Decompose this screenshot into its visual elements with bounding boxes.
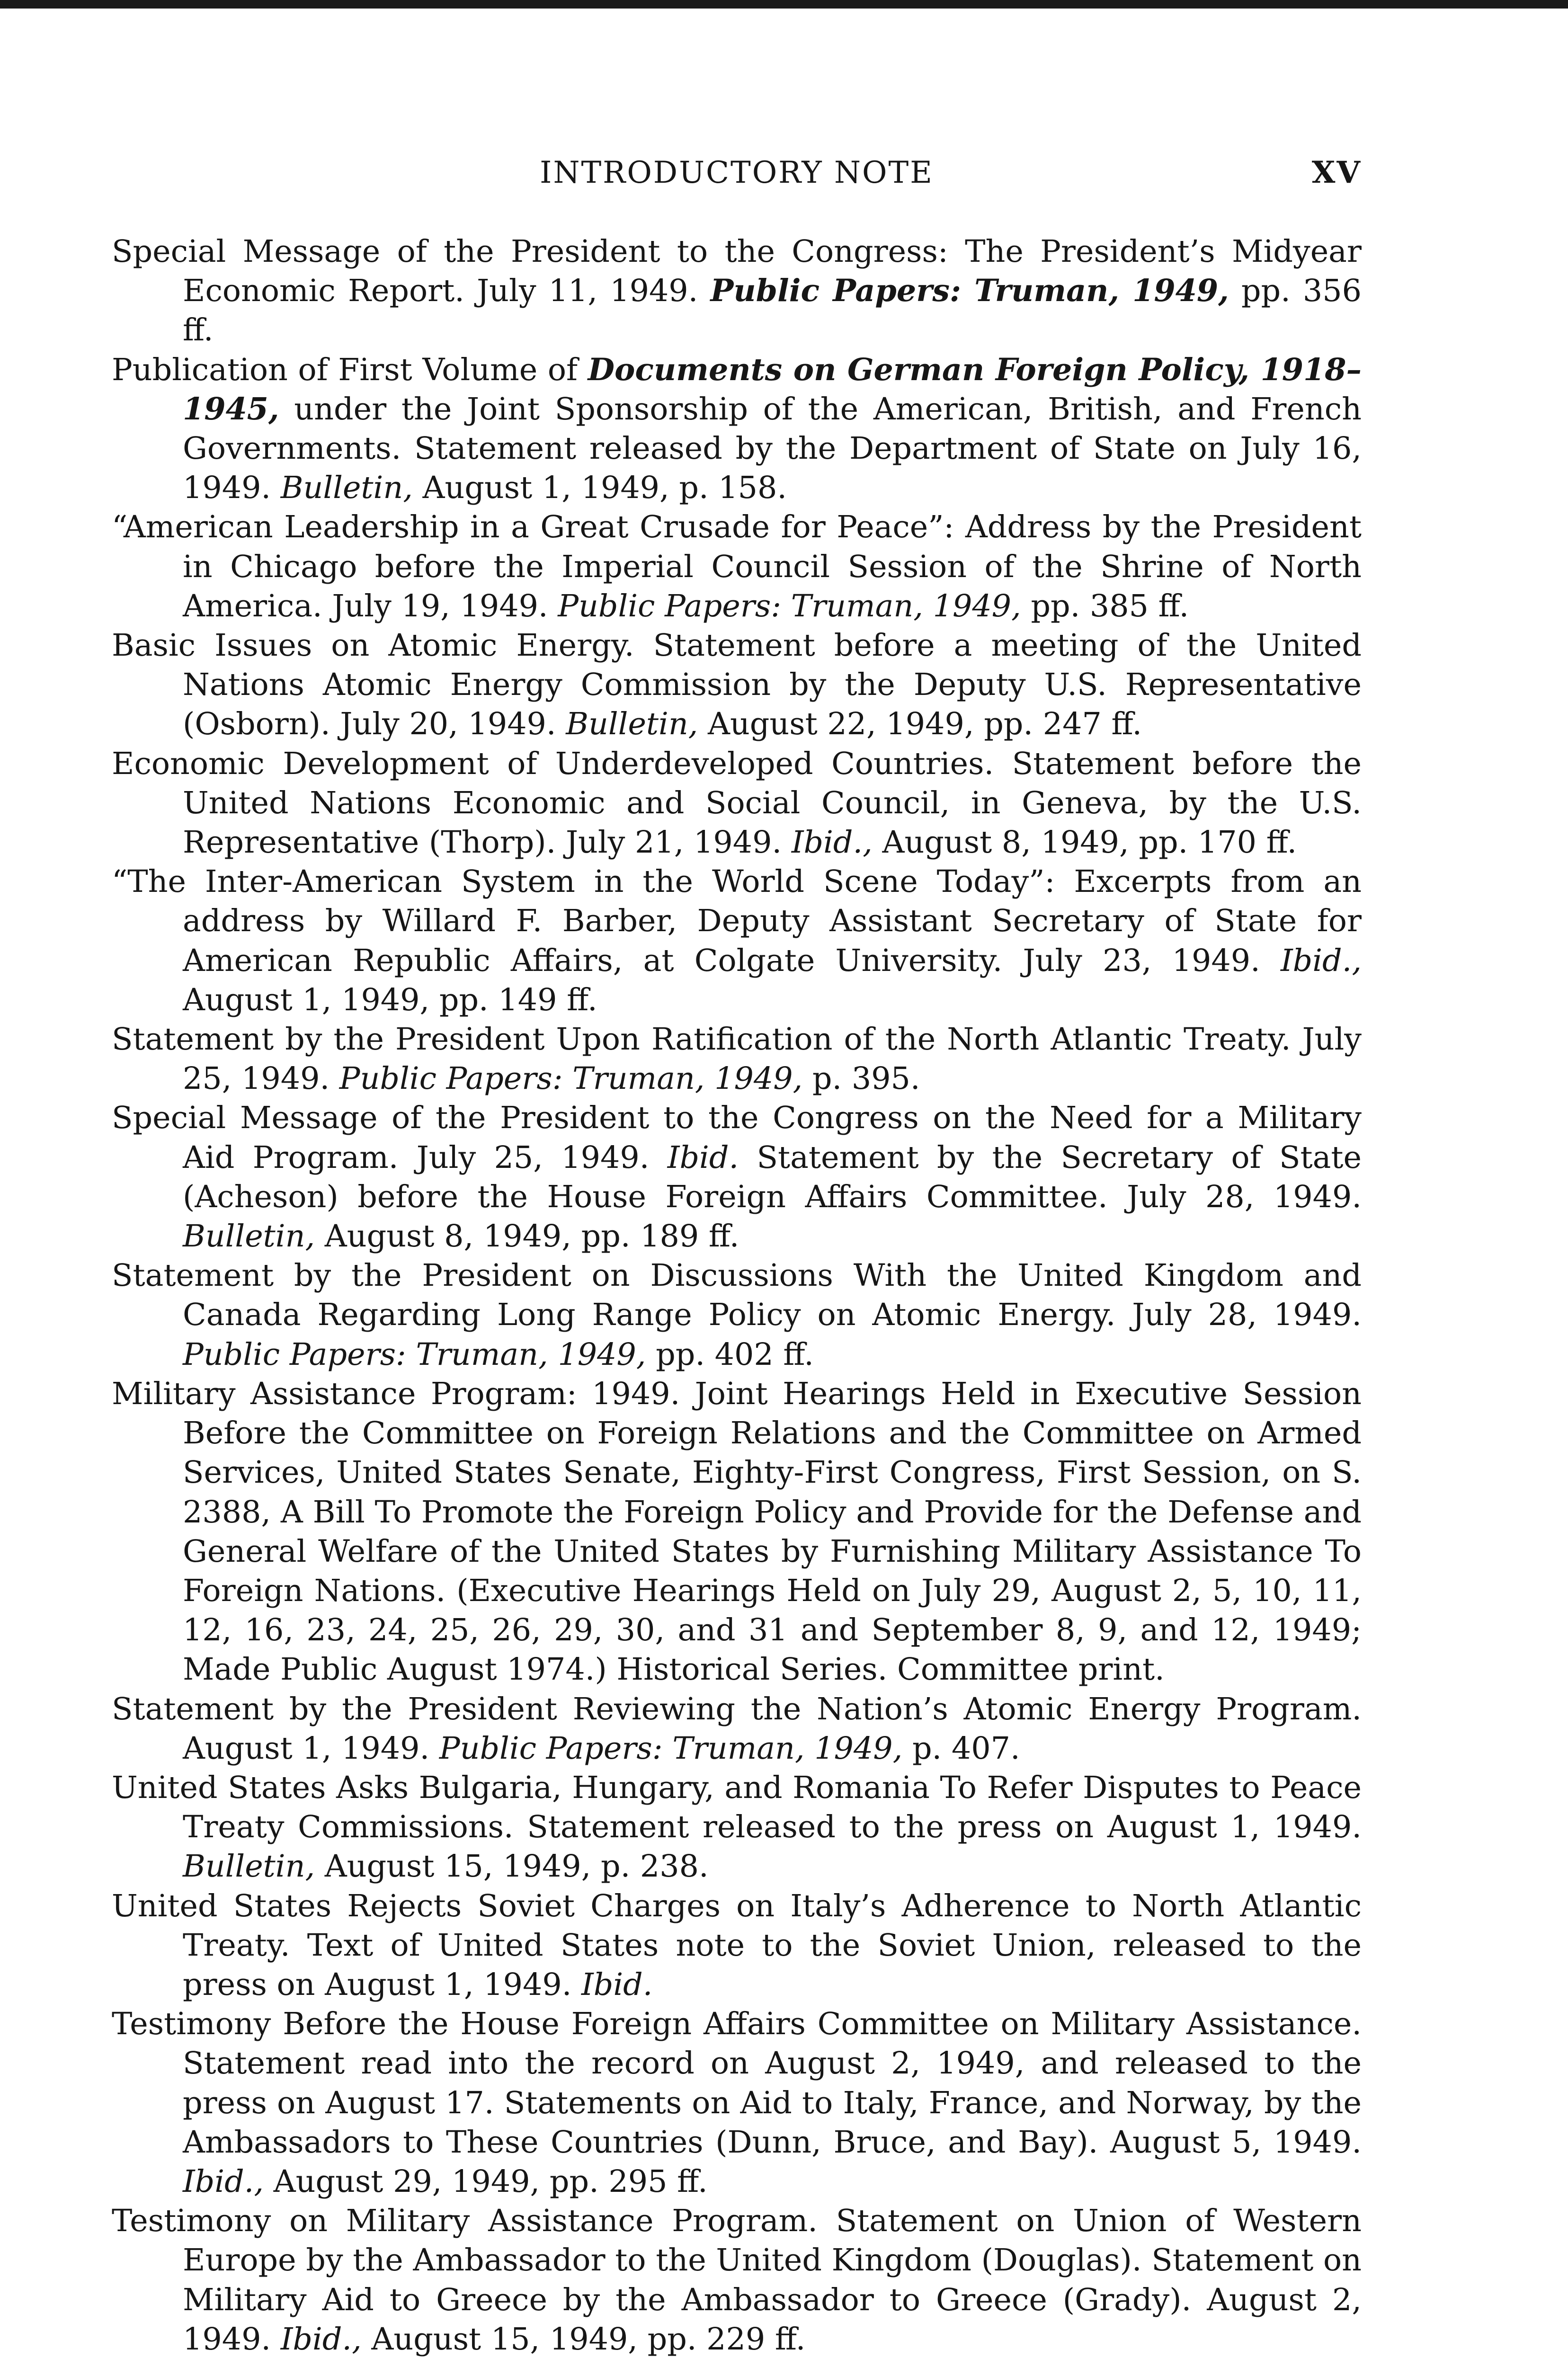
entry-text: Economic Development of Underdeveloped Countries. Statement before the United Nations Economic and Social Council, in Geneva, by the U.S. Representative (Thorp). July 21, 1949.: [112, 746, 1362, 861]
entry-text: Statement by the President on Discussions With the United Kingdom and Canada Regarding Long Range Policy on Atomic Energy. July 28, 1949.: [112, 1258, 1362, 1333]
entry-citation: Public Papers: Truman, 1949,: [339, 1061, 803, 1097]
entry-citation: Bulletin,: [183, 1849, 315, 1885]
entry-text: p. 407.: [902, 1730, 1020, 1766]
entry-crusade-for-peace: [112, 507, 1362, 626]
entry-citation: Ibid.: [667, 1139, 739, 1175]
entry-text: Testimony on Military Assistance Program. Statement on Union of Western Europe by the Ambassador to the United Kingdom (Douglas). Statement on Military Aid to Greece by the Ambassador to Greece (Grady). August 2, 1949.: [112, 2203, 1362, 2357]
entry-western-europe-testimony: [112, 2201, 1362, 2359]
entry-citation: Ibid.,: [791, 825, 873, 861]
entry-citation: Public Papers: Truman, 1949,: [439, 1730, 903, 1766]
entry-midyear-economic-report: [112, 232, 1362, 350]
entry-text: August 15, 1949, pp. 229 ff.: [361, 2321, 806, 2357]
entry-text: pp. 385 ff.: [1021, 588, 1189, 624]
entry-peace-treaty-disputes: [112, 1768, 1362, 1886]
entry-text: August 8, 1949, pp. 189 ff.: [315, 1219, 739, 1255]
entry-text: United States Asks Bulgaria, Hungary, and Romania To Refer Disputes to Peace Treaty Commissions. Statement released to the press on August 1, 1949.: [112, 1770, 1362, 1845]
entry-italy-adherence: [112, 1886, 1362, 2005]
entry-list: [112, 232, 1362, 2359]
entry-citation: Ibid.,: [183, 2163, 264, 2199]
entry-citation: Bulletin,: [566, 706, 698, 742]
entry-inter-american-system: [112, 862, 1362, 1020]
entry-citation: Documents on German Foreign Policy, 1918–1945,: [183, 351, 1362, 427]
entry-text: Testimony Before the House Foreign Affairs Committee on Military Assistance. Statement read into the record on August 2, 1949, and released to the press on August 17. Statements on Aid to Italy, France, and Norway, by the Ambassadors to These Countries (Dunn, Bruce, and Bay). August 5, 1949.: [112, 2006, 1362, 2160]
entry-north-atlantic-ratification: [112, 1020, 1362, 1098]
entry-citation: Public Papers: Truman, 1949,: [183, 1336, 646, 1372]
entry-text: under the Joint Sponsorship of the American, British, and French Governments. Statement released by the Department of State on July 16, 1949.: [183, 391, 1362, 506]
entry-text: August 15, 1949, p. 238.: [315, 1849, 709, 1885]
entry-citation: Ibid.,: [1280, 943, 1362, 979]
page-number: XV: [1311, 155, 1362, 190]
entry-text: Publication of First Volume of: [112, 352, 588, 388]
entry-military-assistance-hearings: [112, 1374, 1362, 1690]
running-title: INTRODUCTORY NOTE: [540, 155, 934, 190]
entry-atomic-energy-issues: [112, 626, 1362, 744]
entry-atomic-energy-program: [112, 1690, 1362, 1768]
entry-citation: Bulletin,: [183, 1219, 315, 1255]
page-top-edge: [0, 0, 1568, 9]
entry-text: pp. 356 ff.: [183, 273, 1362, 348]
entry-text: Military Assistance Program: 1949. Joint Hearings Held in Executive Session Before the Committee on Foreign Relations and the Committee on Armed Services, United States Senate, Eighty-First Congress, First Session, on S. 2388, A Bill To Promote the Foreign Policy and Provide for the Defense and General Welfare of the United States by Furnishing Military Assistance To Foreign Nations. (Executive Hearings Held on July 29, August 2, 5, 10, 11, 12, 16, 23, 24, 25, 26, 29, 30, and 31 and September 8, 9, and 12, 1949; Made Public August 1974.) Historical Series. Committee print.: [112, 1376, 1362, 1688]
entry-citation: Bulletin,: [280, 470, 413, 506]
entry-text: “The Inter-American System in the World Scene Today”: Excerpts from an address by Willard F. Barber, Deputy Assistant Secretary of State for American Republic Affairs, at Colgate University. July 23, 1949.: [112, 864, 1362, 979]
entry-citation: Ibid.,: [280, 2321, 362, 2357]
entry-underdeveloped-countries: [112, 744, 1362, 863]
entry-text: Special Message of the President to the Congress on the Need for a Military Aid Program. July 25, 1949.: [112, 1100, 1362, 1175]
entry-house-testimony: [112, 2004, 1362, 2201]
entry-citation: Public Papers: Truman, 1949,: [558, 588, 1021, 624]
entry-text: August 1, 1949, pp. 149 ff.: [183, 982, 597, 1018]
entry-long-range-atomic-policy: [112, 1256, 1362, 1374]
entry-text: August 8, 1949, pp. 170 ff.: [872, 825, 1297, 861]
entry-text: “American Leadership in a Great Crusade for Peace”: Address by the President in Chicago before the Imperial Council Session of the Shrine of North America. July 19, 1949.: [112, 509, 1362, 624]
entry-military-aid-program: [112, 1098, 1362, 1256]
entry-text: p. 395.: [802, 1061, 920, 1097]
entry-text: Statement by the President Reviewing the Nation’s Atomic Energy Program. August 1, 1949.: [112, 1691, 1362, 1766]
entry-text: Statement by the President Upon Ratification of the North Atlantic Treaty. July 25, 1949.: [112, 1022, 1362, 1097]
entry-german-foreign-policy-documents: [112, 350, 1362, 508]
running-head: [112, 151, 1362, 194]
entry-text: pp. 402 ff.: [646, 1336, 814, 1372]
entry-text: Statement by the Secretary of State (Acheson) before the House Foreign Affairs Committee. July 28, 1949.: [183, 1139, 1362, 1215]
entry-text: August 29, 1949, pp. 295 ff.: [264, 2163, 708, 2199]
entry-text: August 22, 1949, pp. 247 ff.: [698, 706, 1142, 742]
entry-text: Basic Issues on Atomic Energy. Statement before a meeting of the United Nations Atomic Energy Commission by the Deputy U.S. Representative (Osborn). July 20, 1949.: [112, 628, 1362, 742]
entry-citation: Ibid.: [581, 1967, 653, 2002]
entry-text: August 1, 1949, p. 158.: [412, 470, 787, 506]
entry-citation: Public Papers: Truman, 1949,: [710, 273, 1229, 309]
entry-text: United States Rejects Soviet Charges on Italy’s Adherence to North Atlantic Treaty. Text of United States note to the Soviet Union, released to the press on August 1, 1949.: [112, 1888, 1362, 2002]
entry-text: Special Message of the President to the Congress: The President’s Midyear Economic Report. July 11, 1949.: [112, 234, 1362, 309]
